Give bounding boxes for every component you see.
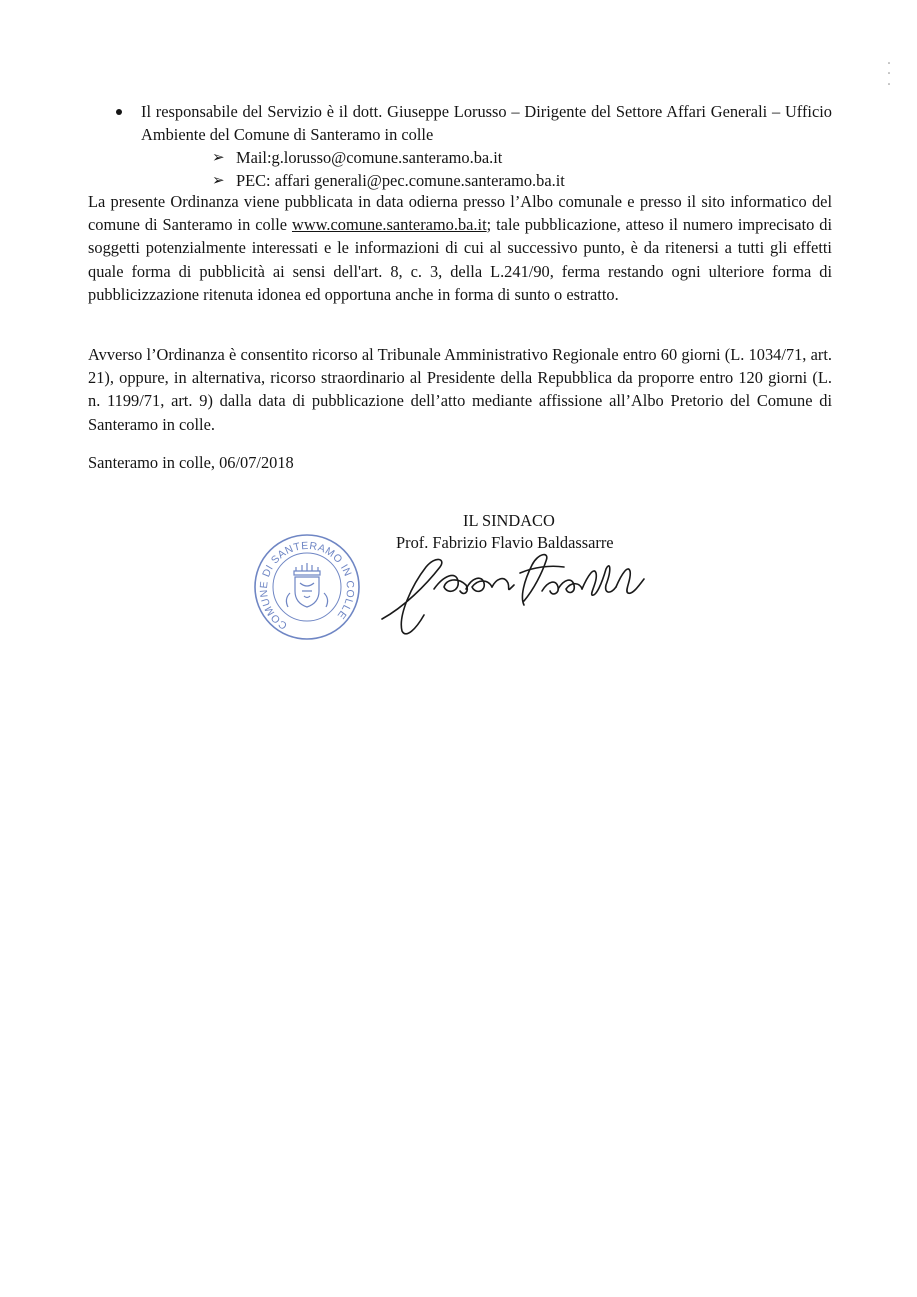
arrow-bullet-icon: ➢ <box>212 148 225 166</box>
bullet-icon <box>116 109 122 115</box>
scan-mark <box>887 60 891 88</box>
contact-mail: Mail:g.lorusso@comune.santeramo.ba.it <box>236 148 503 167</box>
appeal-paragraph: Avverso l’Ordinanza è consentito ricorso al Tribunale Amministrativo Regionale entro 60 giorni (L. 1034/71, art. 21), oppure, in alternativa, ricorso straordinario al Presidente della Repubblica da proporre entro 120 giorni (L. n. 1199/71, art. 9) dalla data di pubblicazione dell’atto mediante affissione all’Albo Pretorio del Comune di Santeramo in colle. <box>88 345 832 434</box>
seal-text: COMUNE DI SANTERAMO IN COLLE <box>257 539 357 632</box>
publication-text-end: ; tale pubblicazione, atteso il numero imprecisato di soggetti potenzialmente interessati e le informazioni di cui al successivo punto, è da ritenersi a tutti gli effetti quale forma di pubblicità ai sensi dell'art. 8, c. 3, della L.241/90, ferma restando ogni ulteriore forma di pubblicizzazione ritenuta idonea ed opportuna anche in forma di sunto o estratto. <box>88 215 833 304</box>
crest-icon <box>286 563 327 607</box>
contact-pec: PEC: affari generali@pec.comune.santeramo.ba.it <box>236 171 565 191</box>
publication-text-start: La presente Ordinanza viene pubblicata in data odierna presso l’Albo comunale e presso il sito informatico del comune di Santeramo in colle <box>88 192 832 235</box>
signatory-title: IL SINDACO <box>463 511 555 530</box>
website-link[interactable]: www.comune.santeramo.ba.it <box>291 215 487 235</box>
place-date: Santeramo in colle, 06/07/2018 <box>88 453 294 472</box>
contact-item-pec <box>212 169 712 192</box>
contact-item-mail <box>212 146 712 169</box>
signatory-name: Prof. Fabrizio Flavio Baldassarre <box>396 533 614 552</box>
handwritten-signature <box>374 545 654 640</box>
arrow-bullet-icon: ➢ <box>212 171 225 190</box>
responsible-text: Il responsabile del Servizio è il dott. Giuseppe Lorusso – Dirigente del Settore Affari Generali – Ufficio Ambiente del Comune di Santeramo in colle <box>141 102 832 145</box>
publication-paragraph <box>88 190 832 306</box>
municipal-seal <box>250 533 364 641</box>
contact-list <box>212 146 712 192</box>
